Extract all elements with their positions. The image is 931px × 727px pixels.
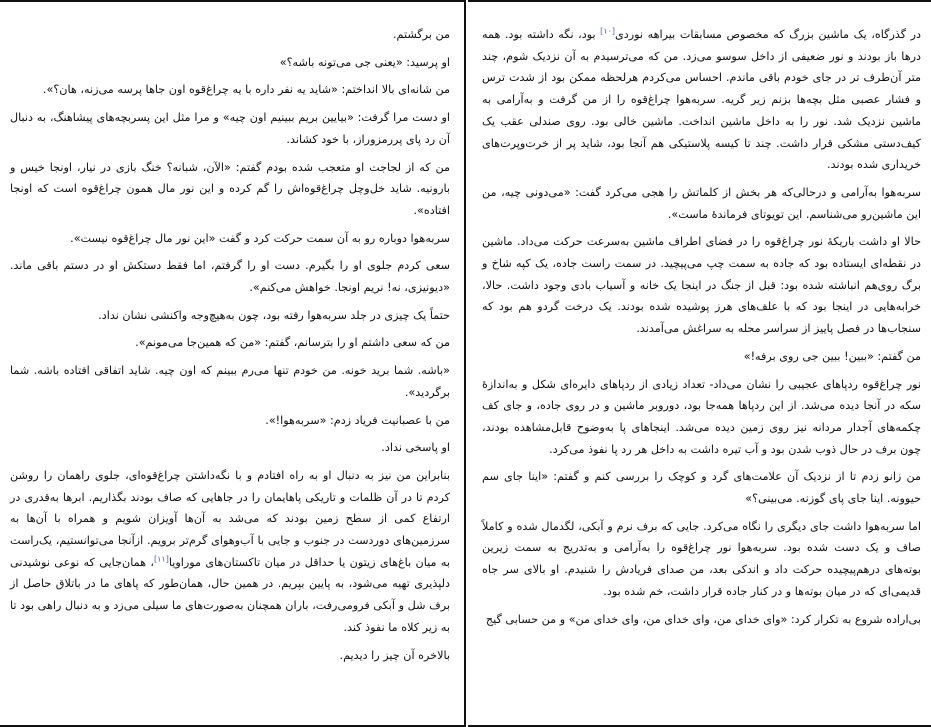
paragraph-text: ، همان‌جایی که نوعی نوشیدنی دلپذیری تهیه می‌شود، به پایین بپریم. در همین حال، همان‌طور که پاهای ما در باتلاق حاصل از برف شل و آبکی فرومی‌رفت، باران همچنان به‌صورت‌های ما سیلی می‌زد و به دنبال راهی بود تا به زیر کلاه ما نفوذ کند. — [10, 555, 450, 634]
paragraph: او پرسید: «یعنی جی می‌تونه باشه؟» — [279, 55, 450, 69]
paragraph-text: در گذرگاه، یک ماشین بزرگ که مخصوص مسابقات بیراهه نوردی — [615, 28, 921, 41]
paragraph: من زانو زدم تا از نزدیک آن علامت‌های گرد و کوچک را بررسی کنم و گفتم: «اینا جای سم حیوونه. اینا جای پای گوزنه. می‌بینی؟» — [482, 470, 921, 506]
page-top-border — [468, 0, 931, 2]
paragraph: بی‌اراده شروع به تکرار کرد: «وای خدای من، وای خدای من، وای خدای من» و من حسابی گیج — [485, 612, 921, 626]
paragraph: حتماً یک چیزی در جلد سربه‌هوا رفته بود، چون به‌هیچ‌وجه واکنشی نشان نداد. — [98, 308, 450, 322]
paragraph: او پاسخی نداد. — [381, 441, 450, 455]
footnote-reference[interactable]: [۱۱] — [153, 554, 169, 564]
paragraph: حالا او داشت باریکهٔ نور چراغ‌قوه را در فضای اطراف ماشین به‌سرعت حرکت می‌داد. ماشین در نقطه‌ای ایستاده بود که جاده به سمت چپ می‌پیچید. در سمت راست جاده، یک کپه شاخ و برگ روی‌هم انباشته شده بود: قبل از جنگ در اینجا یک خانه و آسیاب بادی وجود داشت. حالا، خرابه‌هایی در اینجا بود که با علف‌های هرز پوشیده شده بودند. یک درخت گردو هم بود که سنجاب‌ها در فصل پاییز از سراسر محله به سراغش می‌آمدند. — [482, 235, 921, 336]
paragraph: نور چراغ‌قوه ردپاهای عجیبی را نشان می‌داد- تعداد زیادی از ردپاهای دایره‌ای شکل و به‌اندازهٔ سکه در آنجا دیده می‌شد. از این ردپاها همه‌جا بود، دوروبر ماشین و در روی جاده، و جای کف چکمه‌های آجدار مردانه نیز روی زمین دیده می‌شد. اینجاهای پا به‌وضوح قابل‌مشاهده بودند، چون برف در حال ذوب شدن بود و آب تیره داشت به داخل هر رد پا نفوذ می‌کرد. — [482, 377, 921, 456]
paragraph: من شانه‌ای بالا انداختم: «شاید یه نفر داره با یه چراغ‌قوه اون جاها پرسه می‌زنه، هان؟». — [42, 83, 450, 97]
paragraph: او دست مرا گرفت: «بیایین بریم ببینیم اون چیه» و مرا مثل این پسربچه‌های پیشاهنگ، به دنبال آن رد پای پررمزوراز، با خود کشاند. — [10, 111, 450, 146]
paragraph-text: بنابراین من نیز به دنبال او به راه افتادم و با نگه‌داشتن چراغ‌قوه‌ای، جلوی راهمان را روشن کردم تا در آن ظلمات و تاریکی پاهایمان را در جاهایی که صاف بودند بگذاریم. ابرها به‌قدری در ارتفاع کمی از سطح زمین بودند که می‌شد به آن‌ها آویزان شویم و همراه با آن‌ها به سرزمین‌های دوردست در جنوب و جایی با آب‌وهوای گرم‌تر برویم. ازآنجا می‌توانستیم، یک‌راست به میان باغ‌های زیتون یا حداقل در میان تاکستان‌های موراویا — [10, 468, 450, 569]
paragraph: من گفتم: «ببین! ببین جی روی برفه!» — [743, 349, 921, 363]
paragraph — [10, 465, 450, 639]
paragraph: اما سربه‌هوا داشت جای دیگری را نگاه می‌کرد. جایی که برف نرم و آبکی، لگدمال شده و کاملاً صاف و یک دست شده بود. سربه‌هوا نور چراغ‌قوه را به‌آرامی و به‌تدریج به سمت زیرین بوته‌های درهم‌پیچیده حرکت داد و اندکی بعد، من صدای فریادش را شنیدم. او بالای سر جاه قدیمی‌ای که در میان بوته‌ها و در کنار جاده قرار داشت، خم شده بود. — [482, 519, 921, 598]
paragraph: سربه‌هوا به‌آرامی و درحالی‌که هر بخش از کلماتش را هجی می‌کرد گفت: «می‌دونی چیه، من این ماشین‌رو می‌شناسم. این تویوتای فرماندهٔ ماست». — [482, 185, 921, 221]
paragraph: من که سعی داشتم او را بترسانم، گفتم: «من که همین‌جا می‌مونم». — [135, 336, 450, 350]
paragraph: من که از لجاجت او متعجب شده بودم گفتم: «الآن، شبانه؟ خنگ بازی در نیار، اونجا خیس و بارونیه. شاید خل‌وچل چراغ‌قوه‌اش را گم کرده و این نور مال همون چراغ‌قوه است که اونجا افتاده». — [10, 160, 450, 217]
left-page-text — [10, 24, 450, 672]
right-page — [468, 0, 931, 727]
paragraph-text: بود، نگه داشته بود. همه درها باز بودند و نور ضعیفی از داخل سوسو می‌زد. من که می‌ترسیدم به آن نزدیک شوم، چند متر آن‌طرف تر در جای خودم باقی ماندم. احساس می‌کردم هرلحظه ممکن بود از شدت ترس و فشار عصبی مثل بچه‌ها بزنم زیر گریه. سربه‌هوا چراغ‌قوه را از من گرفت و به‌آرامی به ماشین نزدیک شد. نور را به داخل ماشین انداخت. ماشین خالی بود. روی صندلی عقب یک کیف‌دستی مشکی قرار داشت. چند تا کیسه پلاستیکی هم آنجا بود، شاید پر از خرت‌وپرت‌های خریداری شده بودند. — [482, 28, 921, 172]
paragraph: بالاخره آن چیز را دیدیم. — [339, 648, 450, 662]
paragraph: من برگشتم. — [392, 28, 450, 41]
paragraph: سربه‌هوا دوباره رو به آن سمت حرکت کرد و گفت «این نور مال چراغ‌قوه نیست». — [70, 231, 450, 245]
paragraph: «باشه. شما برید خونه. من خودم تنها می‌رم ببینم که اون چیه. شاید اتفاقی افتاده باشه. شما برگردید». — [10, 364, 450, 399]
paragraph: من با عصبانیت فریاد زدم: «سربه‌هوا!». — [265, 413, 450, 427]
page-top-border — [0, 0, 464, 2]
paragraph: سعی کردم جلوی او را بگیرم. دست او را گرفتم، اما فقط دستکش او در دستم باقی ماند. «دیونیزی، نه! نریم اونجا. خواهش می‌کنم». — [10, 259, 450, 295]
footnote-reference[interactable]: [۱۰] — [600, 26, 616, 36]
right-page-text — [482, 24, 921, 636]
paragraph — [482, 24, 921, 176]
